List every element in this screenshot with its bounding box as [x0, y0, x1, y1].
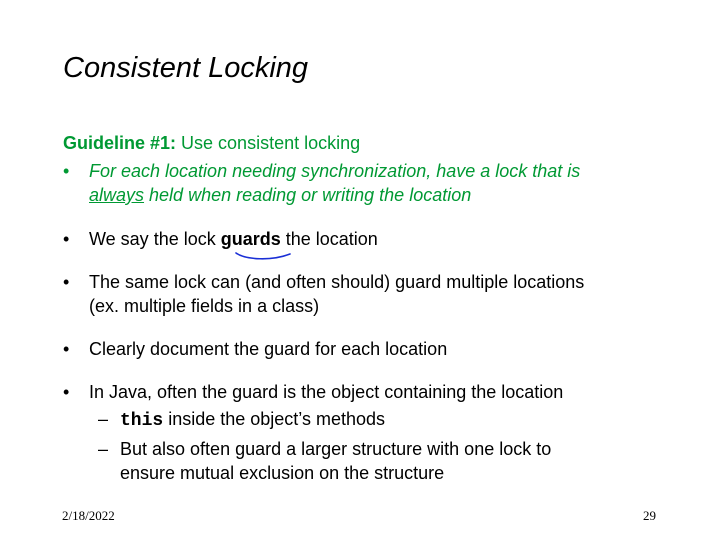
sub-item-1-text: inside the object’s methods	[163, 409, 386, 429]
sub-item-1	[120, 407, 385, 433]
bullet-2-after: the location	[280, 229, 378, 249]
bullet-3-line-1: The same lock can (and often should) guard multiple locations	[89, 272, 585, 292]
bullet-5: In Java, often the guard is the object containing the location	[89, 382, 564, 402]
bullet-2-before: We say the lock	[89, 229, 221, 249]
bullet-2	[89, 227, 378, 251]
sub-bullet-marker: –	[98, 439, 109, 459]
bullet-marker: •	[63, 339, 70, 359]
sub-bullet-marker: –	[98, 409, 109, 429]
bullet-marker: •	[63, 229, 70, 249]
bullet-1-line-1: For each location needing synchronization, have a lock that is	[89, 161, 581, 181]
bullet-marker: •	[63, 382, 70, 402]
sub-item-2-line-1: But also often guard a larger structure with one lock to	[120, 439, 552, 459]
guideline-heading	[63, 131, 360, 155]
bullet-4: Clearly document the guard for each location	[89, 339, 448, 359]
bullet-3-line-2: (ex. multiple fields in a class)	[89, 296, 320, 316]
emphasis-always: always	[89, 185, 145, 205]
guideline-label: Guideline #1:	[63, 133, 177, 153]
bullet-marker: •	[63, 272, 70, 292]
code-this: this	[120, 411, 164, 431]
handwritten-underline-annotation	[234, 250, 294, 262]
slide-title: Consistent Locking	[63, 52, 309, 84]
bullet-marker: •	[63, 161, 70, 181]
sub-item-2-line-2: ensure mutual exclusion on the structure	[120, 463, 445, 483]
keyword-guards: guards	[220, 229, 281, 249]
slide-number: 29	[643, 508, 656, 523]
footer-date: 2/18/2022	[62, 508, 115, 523]
guideline-text: Use consistent locking	[176, 133, 361, 153]
bullet-1-line-2	[89, 183, 471, 207]
bullet-1-line-2-rest: held when reading or writing the location	[144, 185, 472, 205]
